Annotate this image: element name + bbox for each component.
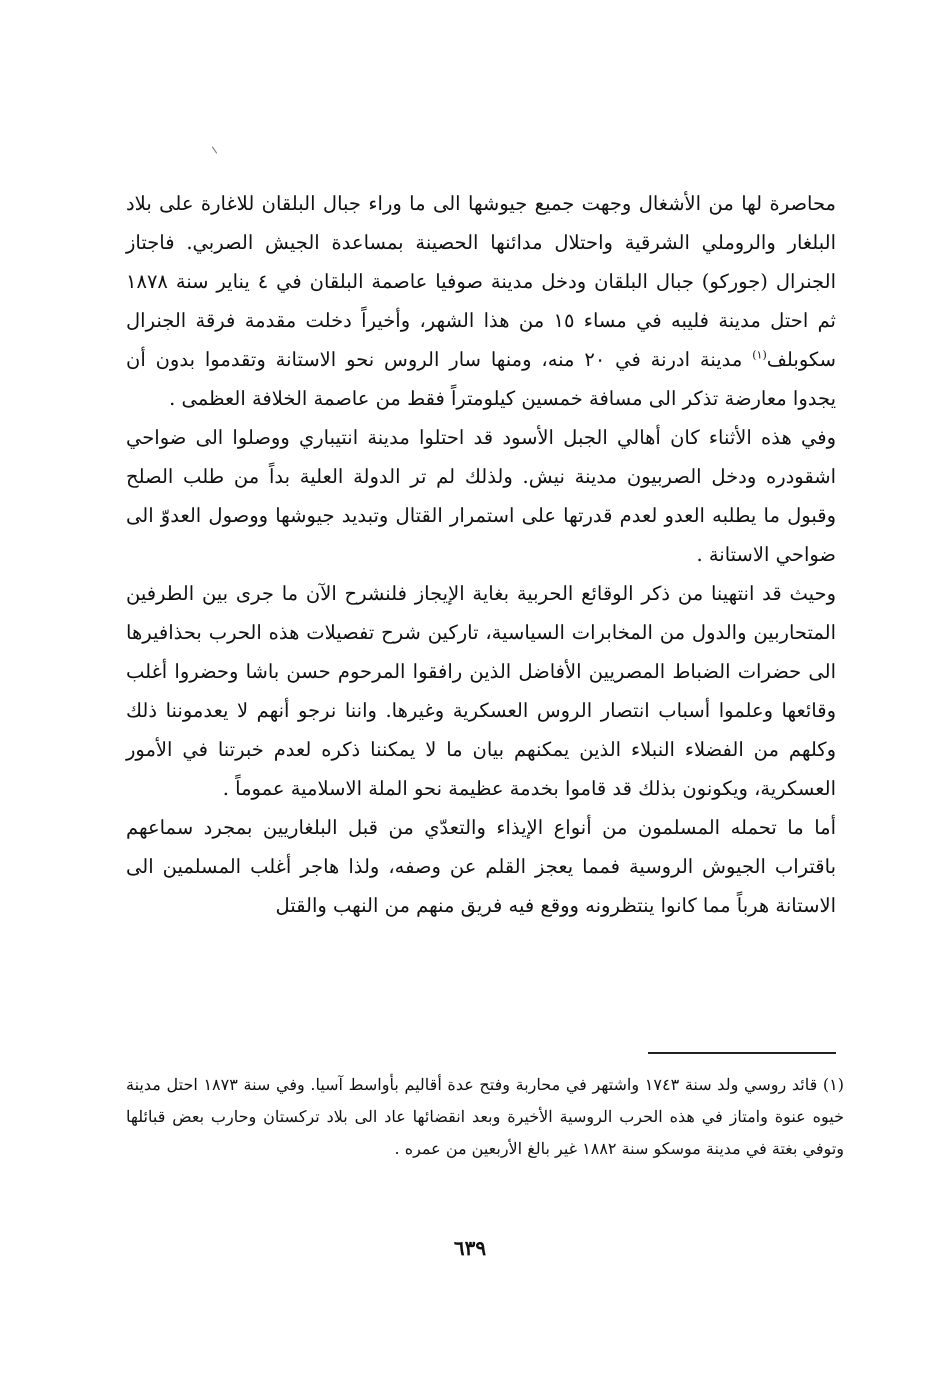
page-number: ٦٣٩	[453, 1236, 487, 1260]
paragraph-3: وحيث قد انتهينا من ذكر الوقائع الحربية بغاية الإيجاز فلنشرح الآن ما جرى بين الطرفين المتحاربين والدول من المخابرات السياسية، تاركين شرح تفصيلات هذه الحرب بحذافيرها الى حضرات الضباط المصريين الأفاضل الذين رافقوا المرحوم حسن باشا وحضروا أغلب وقائعها وعلموا أسباب انتصار الروس العسكرية وغيرها. واننا نرجو أنهم لا يعدموننا ذلك وكلهم من الفضلاء النبلاء الذين يمكنهم بيان ما لا يمكننا ذكره لعدم خبرتنا في الأمور العسكرية، ويكونون بذلك قد قاموا بخدمة عظيمة نحو الملة الاسلامية عموماً .	[126, 582, 836, 800]
main-text	[126, 184, 836, 925]
paragraph-2: وفي هذه الأثناء كان أهالي الجبل الأسود قد احتلوا مدينة انتيباري ووصلوا الى ضواحي اشقودره ودخل الصربيون مدينة نيش. ولذلك لم تر الدولة العلية بداً من طلب الصلح وقبول ما يطلبه العدو لعدم قدرتها على استمرار القتال وتبديد جيوشها ووصول العدوّ الى ضواحي الاستانة .	[126, 426, 836, 566]
paragraph-1-text-before-ref: محاصرة لها من الأشغال وجهت جميع جيوشها الى ما وراء جبال البلقان للاغارة على بلاد البلغار والروملي الشرقية واحتلال مدائنها الحصينة بمساعدة الجيش الصربي. فاجتاز الجنرال (جوركو) جبال البلقان ودخل مدينة صوفيا عاصمة البلقان في ٤ يناير سنة ١٨٧٨ ثم احتل مدينة فليبه في مساء ١٥ من هذا الشهر، وأخيراً دخلت مقدمة فرقة الجنرال سكوبلف	[126, 192, 837, 371]
scan-speck	[212, 146, 217, 153]
footnote-1	[126, 1069, 844, 1165]
paragraph-4: أما ما تحمله المسلمون من أنواع الإيذاء والتعدّي من قبل البلغاريين بمجرد سماعهم باقتراب الجيوش الروسية فمما يعجز القلم عن وصفه، ولذا هاجر أغلب المسلمين الى الاستانة هرباً مما كانوا ينتظرونه ووقع فيه فريق منهم من النهب والقتل	[126, 816, 836, 917]
footnotes	[126, 1069, 844, 1165]
paragraph-1-text-after-ref: مدينة ادرنة في ٢٠ منه، ومنها سار الروس نحو الاستانة وتقدموا بدون أن يجدوا معارضة تذكر الى مسافة خمسين كيلومتراً فقط من عاصمة الخلافة العظمى .	[126, 348, 836, 410]
footnote-reference[interactable]: (١)	[752, 348, 767, 362]
footnote-separator	[648, 1052, 836, 1054]
footnote-marker: (١)	[822, 1075, 844, 1094]
footnote-text: قائد روسي ولد سنة ١٧٤٣ واشتهر في محاربة وفتح عدة أقاليم بأواسط آسيا. وفي سنة ١٨٧٣ احتل مدينة خيوه عنوة وامتاز في هذه الحرب الروسية الأخيرة وبعد انقضائها عاد الى بلاد تركستان وحارب بعض قبائلها وتوفي بغتة في مدينة موسكو سنة ١٨٨٢ غير بالغ الأربعين من عمره .	[126, 1075, 844, 1158]
paragraph-1	[126, 184, 836, 418]
